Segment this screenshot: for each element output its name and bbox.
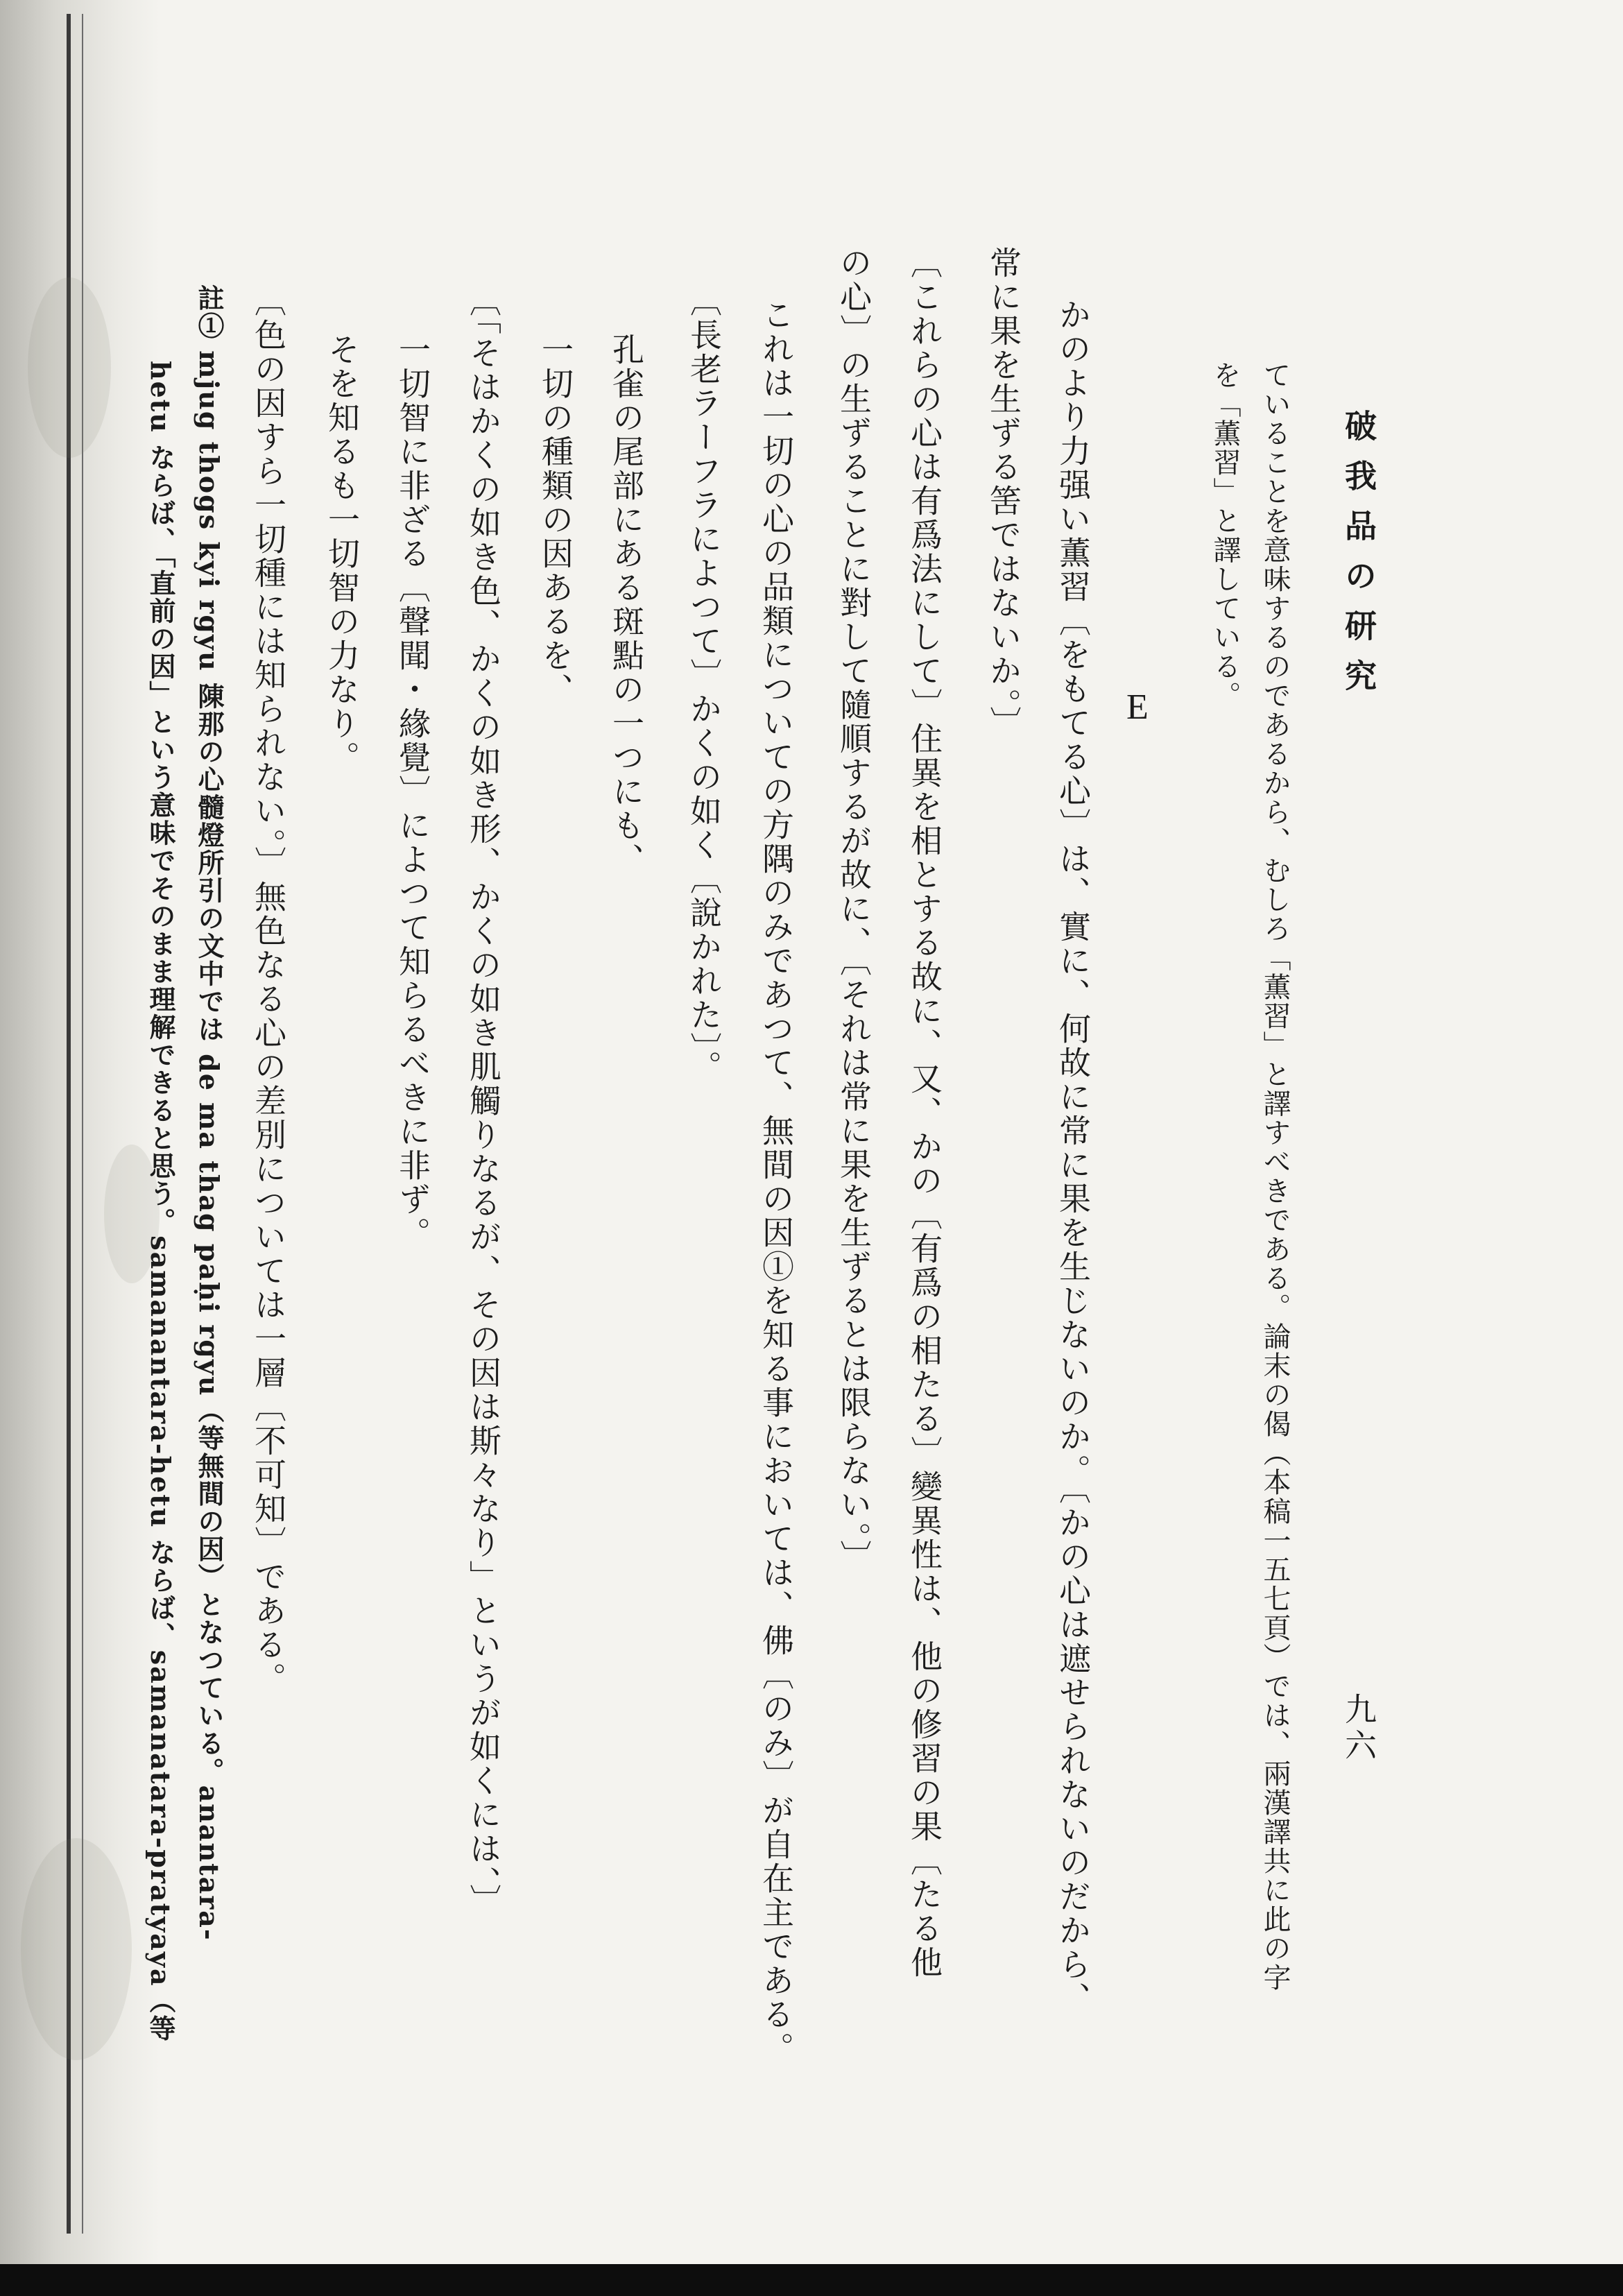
text-line: 〔色の因すら一切種には知られない。〕無色なる心の差別については一層〔不可知〕である。 (250, 284, 287, 1696)
text-line: これは一切の心の品類についての方隅のみであつて、無間の因①を知る事においては、佛〔のみ〕が自在主である。 (757, 298, 795, 2066)
running-header-title: 破我品の研究 (1340, 409, 1377, 709)
text-line: ていることを意味するのであるから、むしろ「薫習」と譯すべきである。論末の偈（本稿一五七頁）では、兩漢譯共に此の字 (1259, 361, 1291, 1992)
footnote-line: 註① mjug thogs kyi rgyu 陳那の心髓燈所引の文中では de ma thag paḥi rgyu（等無間の因）となつている。anantara- (194, 284, 225, 1942)
text-line: の心〕の生ずることに對して隨順するが故に、〔それは常に果を生ずるとは限らない。〕 (835, 246, 873, 1574)
text-line: 〔「そはかくの如き色、かくの如き形、かくの如き肌觸りなるが、その因は斯々なり」というが如くには、〕 (465, 284, 502, 1918)
scan-bottom-edge (0, 2264, 1623, 2296)
footnote-line: hetu ならば、「直前の因」という意味でそのまま理解できると思う。samanantara-hetu ならば、samanatara-pratyaya（等 (145, 361, 176, 2043)
section-heading: E (1126, 687, 1149, 727)
text-line: 孔雀の尾部にある斑點の一つにも、 (608, 333, 645, 877)
text-line: 〔長老ラーフラによつて〕かくの如く〔說かれた〕。 (685, 284, 723, 1084)
text-line: を「薫習」と譯している。 (1209, 361, 1241, 710)
scan-stain (28, 277, 111, 458)
text-line: そを知るも一切智の力なり。 (323, 333, 361, 775)
scan-stain (21, 1838, 132, 2060)
page-number: 九六 (1340, 1693, 1377, 1765)
text-line: 一切の種類の因あるを、 (537, 333, 574, 707)
text-line: 一切智に非ざる〔聲聞・緣覺〕によつて知らるべきに非ず。 (394, 333, 431, 1251)
text-line: 常に果を生ずる筈ではないか。〕 (985, 246, 1022, 740)
text-line: かのより力强い薫習〔をもてる心〕は、實に、何故に常に果を生じないのか。〔かの心は遮せられないのだから、 (1054, 298, 1092, 2016)
text-line: 〔これらの心は有爲法にして〕住異を相とする故に、又、かの〔有爲の相たる〕變異性は、他の修習の果〔たる他 (906, 246, 943, 1980)
